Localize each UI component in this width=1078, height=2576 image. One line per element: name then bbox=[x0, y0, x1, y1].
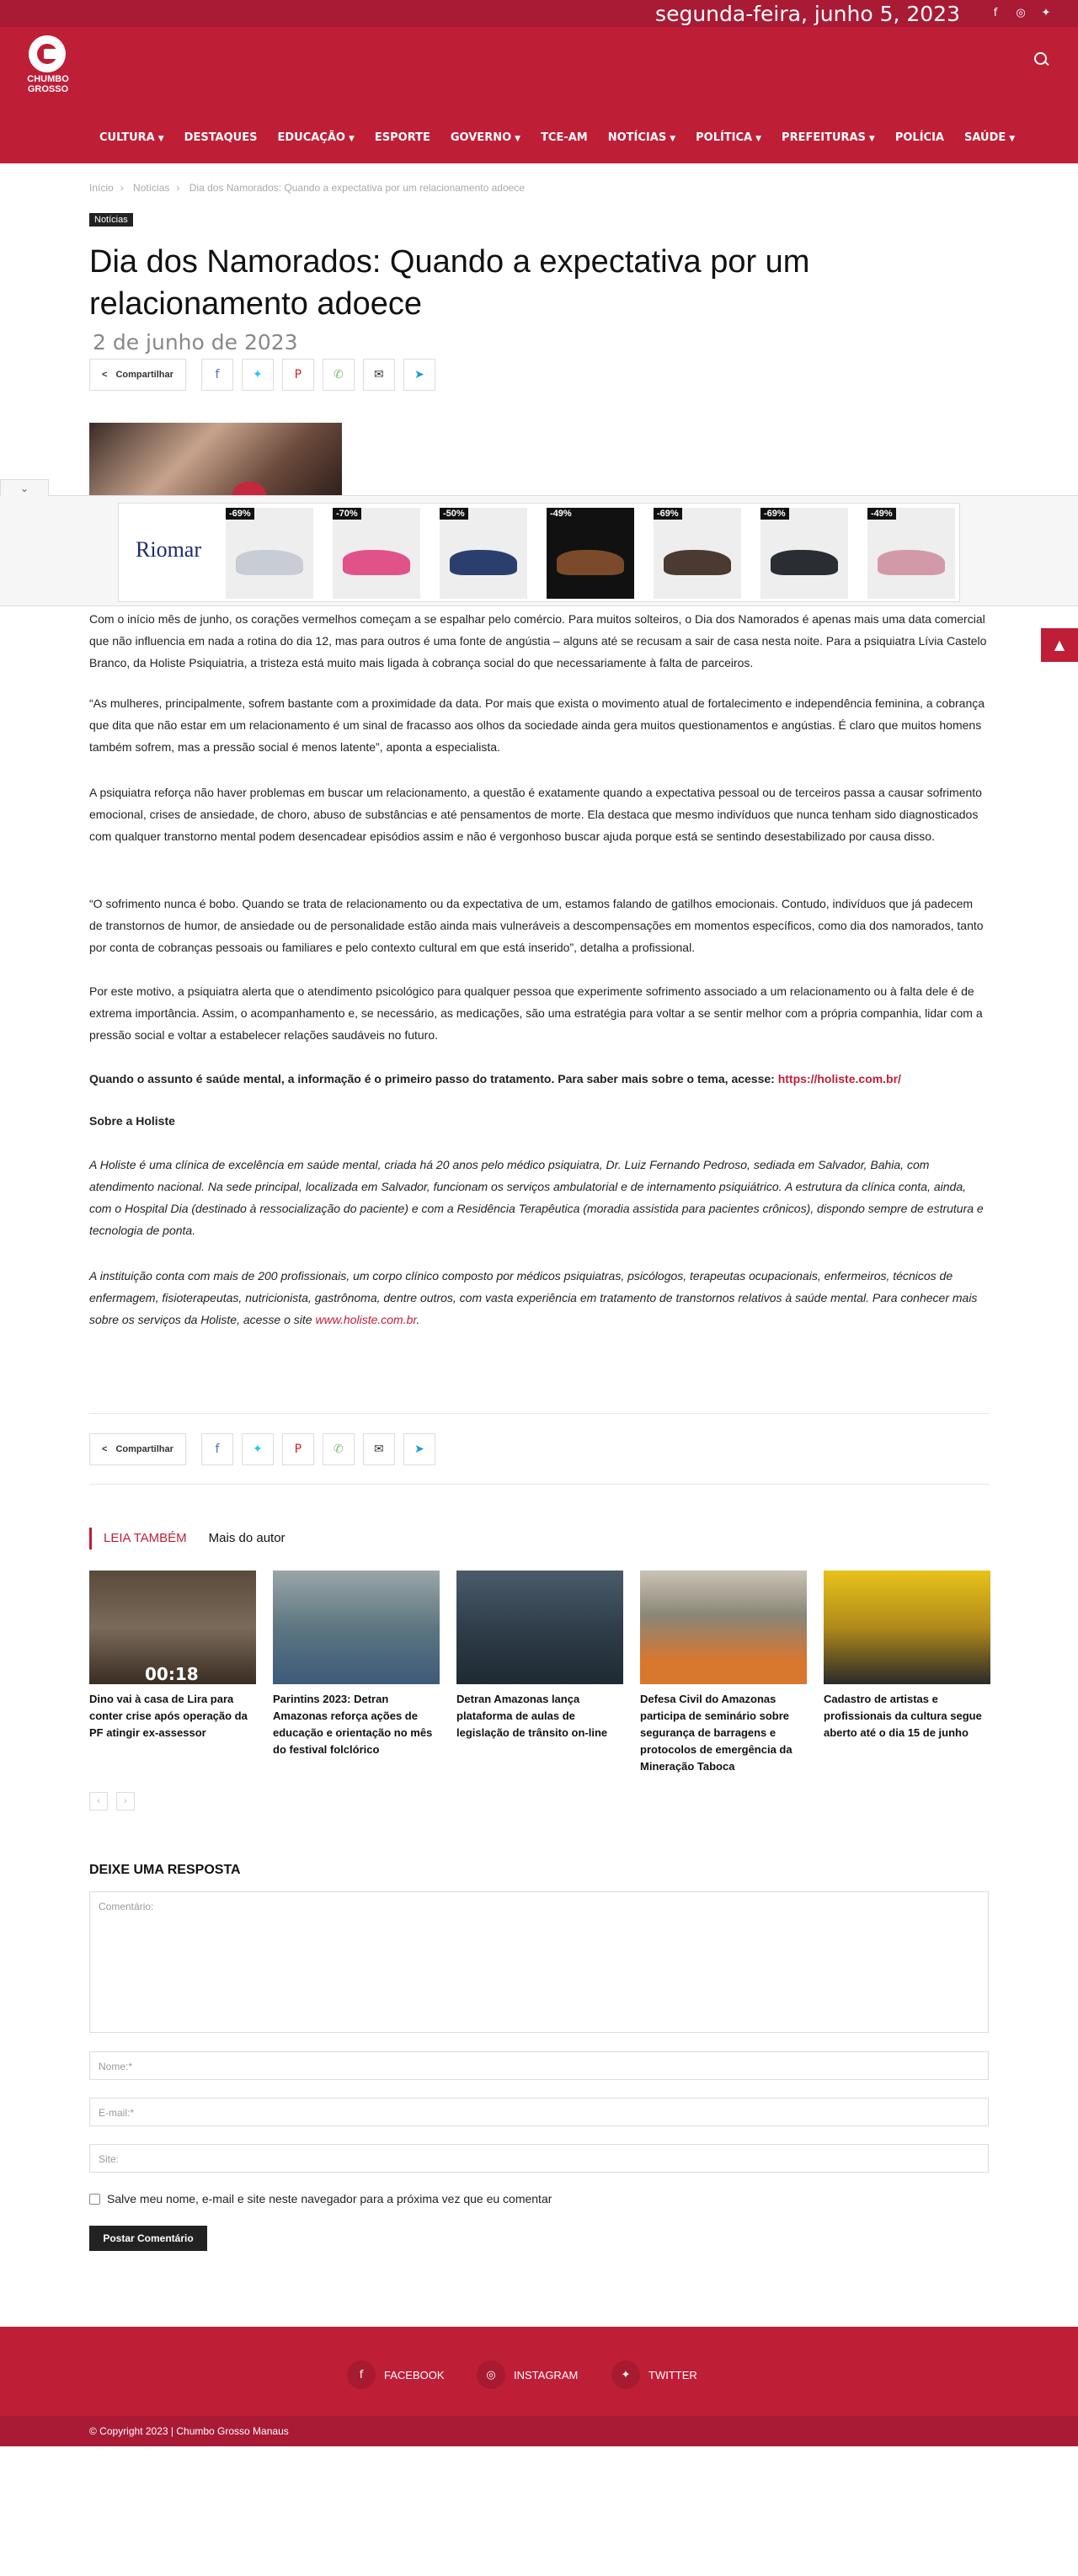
main-nav bbox=[89, 121, 1025, 155]
ad-product[interactable]: -69% bbox=[760, 508, 848, 599]
nav-item-saude[interactable]: SAÚDE ▼ bbox=[963, 131, 1016, 144]
ad-product[interactable]: -49% bbox=[867, 508, 955, 599]
ad-product[interactable]: -50% bbox=[440, 508, 527, 599]
site-field[interactable]: Site: bbox=[89, 2144, 989, 2173]
facebook-icon: f bbox=[347, 2360, 376, 2389]
share-icon: < bbox=[102, 370, 108, 380]
share-button[interactable]: < Compartilhar bbox=[89, 359, 186, 391]
post-comment-button[interactable]: Postar Comentário bbox=[89, 2226, 207, 2251]
about-heading: Sobre a Holiste bbox=[89, 1114, 175, 1128]
site-logo[interactable] bbox=[22, 35, 74, 103]
nav-item-tce-am[interactable]: TCE-AM bbox=[541, 131, 588, 144]
tab-mais-do-autor[interactable]: Mais do autor bbox=[208, 1531, 286, 1545]
share-bar-top bbox=[89, 359, 435, 391]
article-paragraph: “O sofrimento nunca é bobo. Quando se trata de relacionamento ou da expectativa de um, estamos falando de gatilhos emocionais. Contudo, indivíduos que já padecem de transtornos de humor, de ansiedade ou de personalidade estão ainda mais vulneráveis a descompensações em momentos específicos, como dia dos namorados, tanto por conta de cobranças pessoais ou familiares e pelo contexto cultural em que está inserido”, detalha a profissional. bbox=[89, 897, 984, 954]
related-card-image bbox=[89, 1571, 256, 1684]
related-card-image bbox=[640, 1571, 807, 1684]
holiste-site-link[interactable]: www.holiste.com.br bbox=[315, 1313, 417, 1326]
footer-facebook-link[interactable]: f FACEBOOK bbox=[347, 2360, 445, 2389]
chevron-down-icon: ▼ bbox=[755, 135, 762, 143]
breadcrumb-home[interactable]: Início bbox=[89, 182, 114, 194]
article-paragraph: Com o início mês de junho, os corações vermelhos começam a se espalhar pelo comércio. Para muitos solteiros, o Dia dos Namorados é apenas mais uma data comercial que não influencia em nada a rotina do dia 12, mas para outros é uma fonte de angústia – alguns até se recusam a sair de casa nesta noite. Para a psiquiatra Lívia Castelo Branco, da Holiste Psiquiatria, a tristeza está muito mais ligada à cobrança social do que necessariamente à falta de parceiros. bbox=[89, 612, 987, 669]
related-card-title[interactable]: Cadastro de artistas e profissionais da cultura segue aberto até o dia 15 de junho bbox=[824, 1693, 982, 1739]
breadcrumb-separator: › bbox=[120, 182, 124, 194]
related-tabs bbox=[89, 1528, 286, 1549]
facebook-icon[interactable]: f bbox=[993, 7, 998, 19]
related-card[interactable] bbox=[456, 1571, 623, 1741]
pinterest-icon[interactable]: P bbox=[282, 1433, 314, 1465]
ad-product[interactable]: -69% bbox=[654, 508, 741, 599]
back-to-top-button[interactable]: ▲ bbox=[1041, 628, 1078, 662]
facebook-icon[interactable]: f bbox=[201, 359, 233, 391]
share-icon: < bbox=[102, 1444, 108, 1454]
search-icon[interactable] bbox=[1033, 51, 1053, 71]
breadcrumb-separator: › bbox=[176, 182, 180, 194]
chevron-down-icon: ▼ bbox=[515, 135, 521, 143]
related-card[interactable] bbox=[824, 1571, 990, 1741]
article-paragraph: “As mulheres, principalmente, sofrem bastante com a proximidade da data. Por mais que exista o movimento atual de fortalecimento e independência feminina, a cobrança que dita que não estar em um relacionamento é um sinal de fracasso aos olhos da sociedade ainda gera muitos questionamentos e angústias. É claro que muitos homens também sofrem, mas a pressão social é menos latente”, aponta a especialista. bbox=[89, 696, 985, 754]
ad-product[interactable]: -70% bbox=[333, 508, 420, 599]
twitter-icon[interactable]: ✦ bbox=[242, 359, 274, 391]
next-button[interactable]: › bbox=[116, 1792, 135, 1811]
holiste-link[interactable]: https://holiste.com.br/ bbox=[777, 1072, 901, 1085]
chevron-down-icon: ▼ bbox=[157, 135, 164, 143]
article-date: 2 de junho de 2023 bbox=[93, 330, 298, 355]
pinterest-icon[interactable]: P bbox=[282, 359, 314, 391]
breadcrumb-current: Dia dos Namorados: Quando a expectativa por um relacionamento adoece bbox=[189, 182, 525, 194]
save-info-label: Salve meu nome, e-mail e site neste navegador para a próxima vez que eu comentar bbox=[107, 2192, 552, 2205]
footer-instagram-link[interactable]: ◎ INSTAGRAM bbox=[477, 2360, 578, 2389]
nav-item-destaques[interactable]: DESTAQUES bbox=[184, 131, 258, 144]
ad-box[interactable] bbox=[118, 503, 960, 602]
chevron-down-icon: ▼ bbox=[1009, 135, 1016, 143]
category-badge[interactable]: Notícias bbox=[89, 213, 133, 227]
twitter-icon[interactable]: ✦ bbox=[1041, 7, 1051, 19]
related-card[interactable] bbox=[89, 1571, 256, 1741]
instagram-icon: ◎ bbox=[477, 2360, 505, 2389]
current-date: segunda-feira, junho 5, 2023 bbox=[655, 2, 960, 26]
nav-item-policia[interactable]: POLÍCIA bbox=[894, 131, 944, 144]
save-info-checkbox-row bbox=[89, 2192, 552, 2205]
top-bar bbox=[0, 0, 1078, 27]
chevron-down-icon: ▼ bbox=[670, 135, 676, 143]
ad-brand-logo: Riomar bbox=[136, 537, 201, 562]
logo-text-top: CHUMBO bbox=[27, 74, 69, 84]
related-card[interactable] bbox=[273, 1571, 440, 1758]
ad-product[interactable]: -49% bbox=[547, 508, 634, 599]
related-card-image bbox=[456, 1571, 623, 1684]
related-card-image bbox=[273, 1571, 440, 1684]
nav-item-educacao[interactable]: EDUCAÇÃO ▼ bbox=[277, 131, 355, 144]
instagram-icon[interactable]: ◎ bbox=[1016, 7, 1026, 19]
twitter-icon: ✦ bbox=[611, 2360, 640, 2389]
site-header bbox=[0, 27, 1078, 163]
about-paragraph: A Holiste é uma clínica de excelência em saúde mental, criada há 20 anos pelo médico psiquiatra, Dr. Luiz Fernando Pedroso, sediada em Salvador, Bahia, com atendimento nacional. Na sede principal, localizada em Salvador, funcionam os serviços ambulatorial e de internamento psiquiátrico. A estrutura da clínica conta, ainda, com o Hospital Dia (destinado à ressocialização do paciente) e com a Residência Terapêutica (moradia assistida para pacientes crônicos), dispondo sempre de estrutura e tecnologia de ponta. bbox=[89, 1158, 984, 1237]
ad-banner bbox=[0, 483, 1078, 606]
article-cta: Quando o assunto é saúde mental, a informação é o primeiro passo do tratamento. Para saber mais sobre o tema, acesse: https://holiste.com.br/ bbox=[89, 1072, 901, 1085]
twitter-icon[interactable]: ✦ bbox=[242, 1433, 274, 1465]
telegram-icon[interactable]: ➤ bbox=[403, 359, 435, 391]
breadcrumb-category[interactable]: Notícias bbox=[133, 182, 170, 194]
facebook-icon[interactable]: f bbox=[201, 1433, 233, 1465]
breadcrumb bbox=[89, 182, 531, 194]
nav-item-politica[interactable]: POLÍTICA ▼ bbox=[696, 131, 762, 144]
prev-button[interactable]: ‹ bbox=[89, 1792, 108, 1811]
copyright: © Copyright 2023 | Chumbo Grosso Manaus bbox=[0, 2416, 1078, 2446]
email-icon[interactable]: ✉ bbox=[363, 359, 395, 391]
name-field[interactable]: Nome:* bbox=[89, 2051, 989, 2080]
divider bbox=[89, 1484, 989, 1485]
email-icon[interactable]: ✉ bbox=[363, 1433, 395, 1465]
nav-item-prefeituras[interactable]: PREFEITURAS ▼ bbox=[782, 131, 875, 144]
email-field[interactable]: E-mail:* bbox=[89, 2098, 989, 2126]
comment-textarea[interactable]: Comentário: bbox=[89, 1891, 989, 2033]
related-card[interactable] bbox=[640, 1571, 807, 1775]
whatsapp-icon[interactable]: ✆ bbox=[323, 1433, 355, 1465]
video-timestamp: 00:18 bbox=[145, 1664, 199, 1684]
share-button[interactable]: < Compartilhar bbox=[89, 1433, 186, 1465]
related-card-title[interactable]: Detran Amazonas lança plataforma de aulas de legislação de trânsito on-line bbox=[456, 1693, 608, 1739]
comment-heading: DEIXE UMA RESPOSTA bbox=[89, 1863, 241, 1877]
chevron-down-icon[interactable]: ⌄ bbox=[0, 479, 49, 496]
related-card-title[interactable]: Parintins 2023: Detran Amazonas reforça ações de educação e orientação no mês do festival folclórico bbox=[273, 1693, 433, 1756]
nav-item-governo[interactable]: GOVERNO ▼ bbox=[450, 131, 521, 144]
related-card-title[interactable]: Dino vai à casa de Lira para conter crise após operação da PF atingir ex-assessor bbox=[89, 1693, 248, 1739]
article-paragraph: A psiquiatra reforça não haver problemas em buscar um relacionamento, a questão é exatamente quando a expectativa pessoal ou de terceiros passa a causar sofrimento emocional, crises de ansiedade, de choro, abuso de substâncias e até pensamentos de morte. Ela destaca que mesmo indivíduos que nunca tenham sido diagnosticados com qualquer transtorno mental podem desencadear episódios assim e não é vergonhoso buscar ajuda porque está se sentindo desestabilizado por causa disso. bbox=[89, 786, 982, 843]
nav-item-cultura[interactable]: CULTURA ▼ bbox=[99, 131, 164, 144]
whatsapp-icon[interactable]: ✆ bbox=[323, 359, 355, 391]
article-image bbox=[89, 423, 342, 500]
footer-twitter-link[interactable]: ✦ TWITTER bbox=[611, 2360, 697, 2389]
article-paragraph: Por este motivo, a psiquiatra alerta que o atendimento psicológico para qualquer pessoa que experimente sofrimento associado a um relacionamento ou à falta dele é de extrema importância. Assim, o acompanhamento e, se necessário, as medicações, são uma estratégia para voltar a se sentir melhor com a própria companhia, lidar com a pressão social e voltar a estabelecer relações saudáveis no futuro. bbox=[89, 984, 983, 1042]
chevron-down-icon: ▼ bbox=[348, 135, 355, 143]
related-card-image bbox=[824, 1571, 990, 1684]
site-footer bbox=[0, 2327, 1078, 2416]
logo-text-bottom: GROSSO bbox=[27, 84, 69, 94]
ad-product[interactable]: -69% bbox=[226, 508, 313, 599]
related-card-title[interactable]: Defesa Civil do Amazonas participa de seminário sobre segurança de barragens e protocolos de emergência da Mineração Taboca bbox=[640, 1693, 792, 1773]
about-paragraph: A instituição conta com mais de 200 profissionais, um corpo clínico composto por médicos psiquiatras, psicólogos, terapeutas ocupacionais, enfermeiros, técnicos de enfermagem, fisioterapeutas, nutricionista, gastrônoma, dentre outros, com vasta experiência em tratamento de transtornos relativos à saúde mental. Para conhecer mais sobre os serviços da Holiste, acesse o site www.holiste.com.br. bbox=[89, 1269, 978, 1326]
article-title: Dia dos Namorados: Quando a expectativa por um relacionamento adoece bbox=[89, 244, 810, 322]
divider bbox=[89, 1413, 989, 1414]
save-info-checkbox[interactable] bbox=[89, 2194, 100, 2205]
telegram-icon[interactable]: ➤ bbox=[403, 1433, 435, 1465]
chevron-down-icon: ▼ bbox=[868, 135, 875, 143]
logo-mark bbox=[29, 35, 66, 72]
tab-leia-tambem[interactable]: LEIA TAMBÉM bbox=[104, 1531, 187, 1545]
nav-item-esporte[interactable]: ESPORTE bbox=[374, 131, 430, 144]
nav-item-noticias[interactable]: NOTÍCIAS ▼ bbox=[607, 131, 676, 144]
share-bar-bottom bbox=[89, 1433, 435, 1465]
